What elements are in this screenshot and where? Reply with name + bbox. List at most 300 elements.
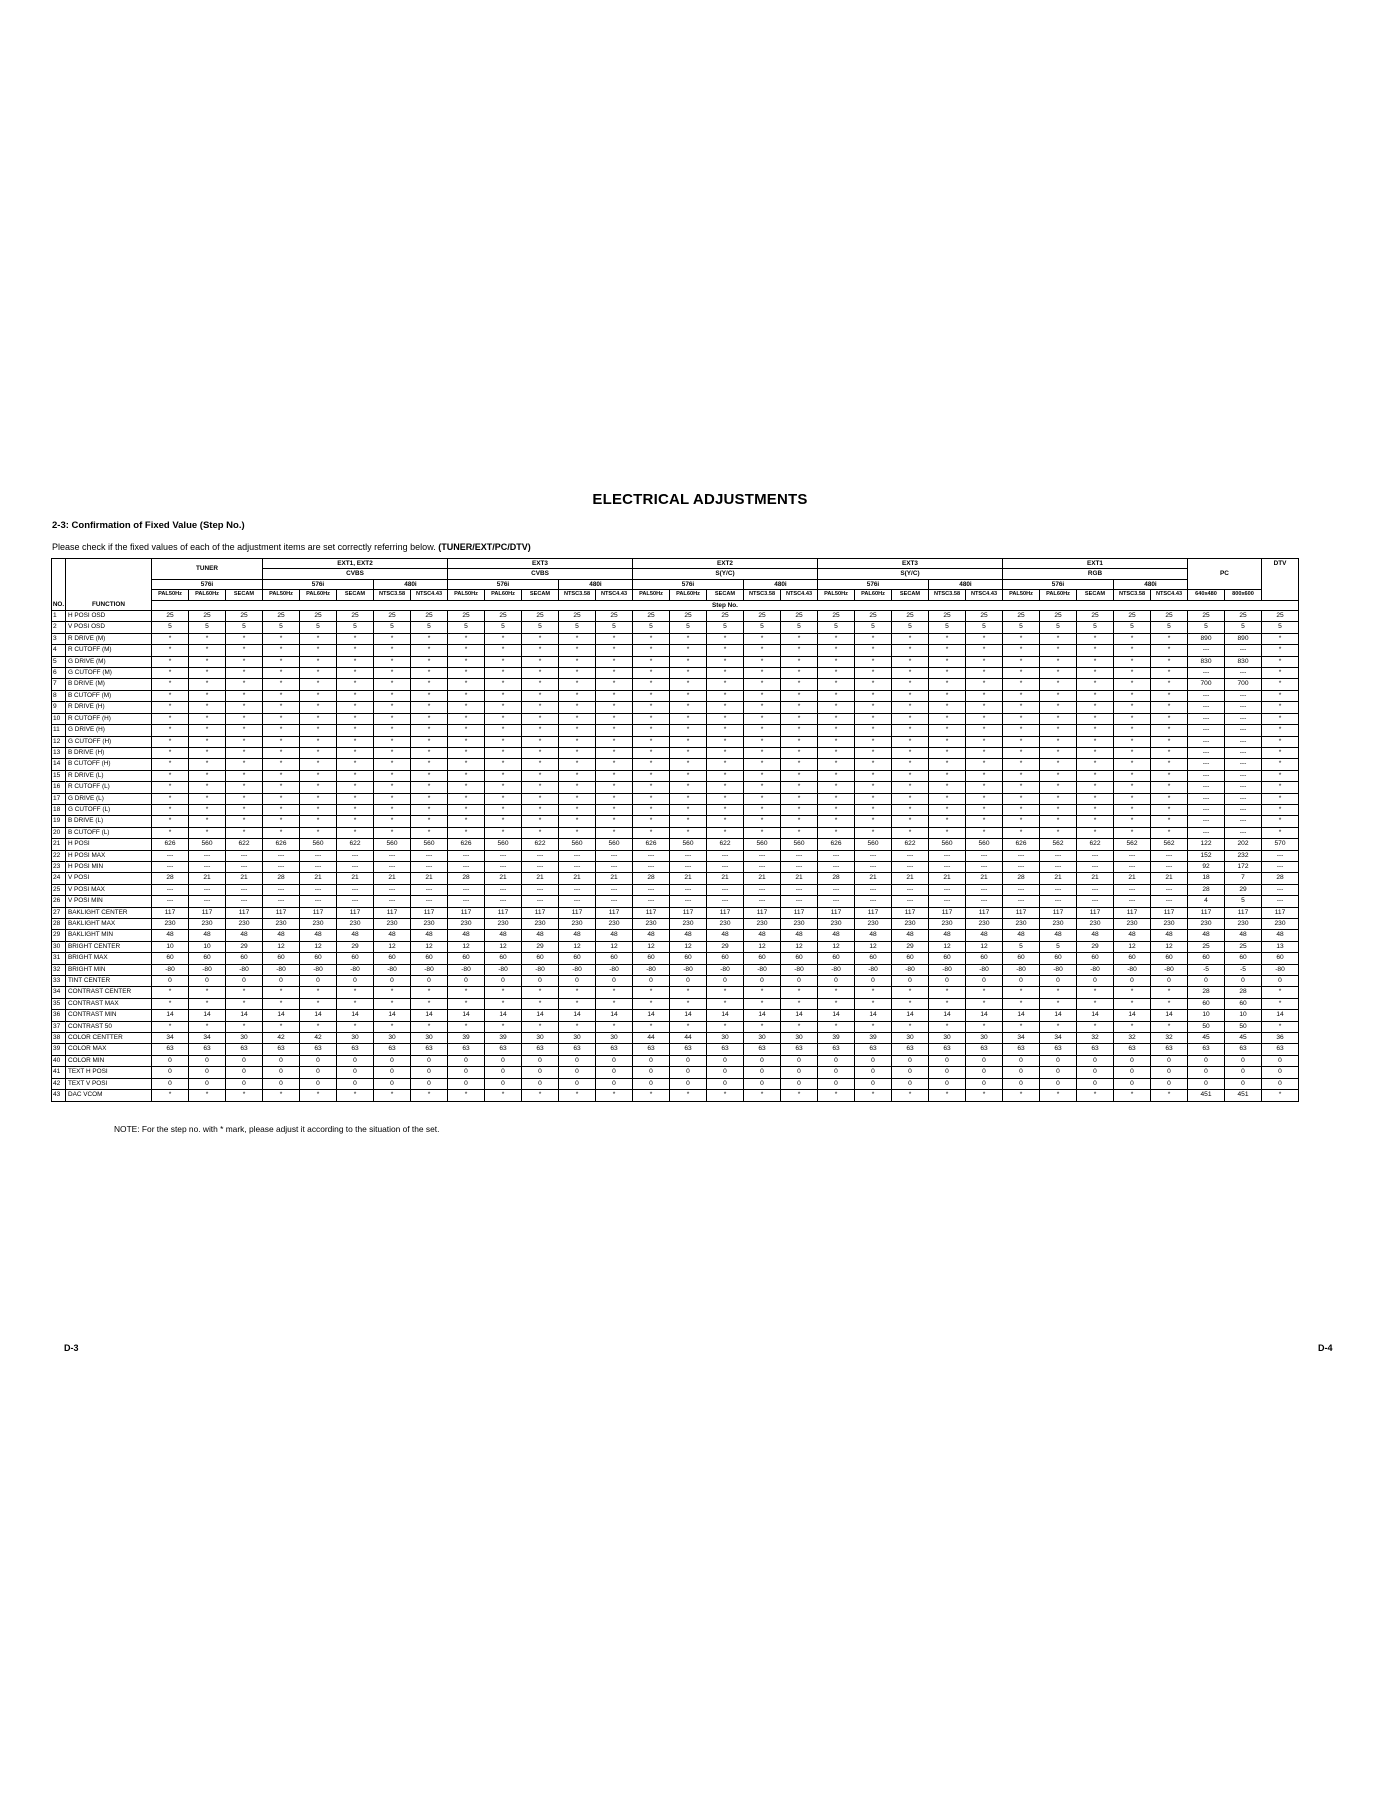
value-cell: * [485,759,522,770]
value-cell: * [485,793,522,804]
table-row [52,1021,1299,1032]
value-cell: 117 [929,907,966,918]
value-cell: 25 [300,611,337,622]
value-cell: * [596,713,633,724]
value-cell: * [670,713,707,724]
no-header: NO. [52,600,66,610]
value-cell: * [1114,690,1151,701]
value-cell: * [596,804,633,815]
value-cell: 0 [633,1067,670,1078]
value-cell: 230 [929,919,966,930]
value-cell: 39 [448,1033,485,1044]
value-cell: 21 [485,873,522,884]
value-cell: --- [1151,861,1188,872]
value-cell: 0 [226,976,263,987]
value-cell: 30 [374,1033,411,1044]
value-cell: 14 [1077,1010,1114,1021]
value-cell: --- [892,896,929,907]
value-cell: 28 [152,873,189,884]
function-name: H POSI MAX [66,850,152,861]
value-cell: 230 [1151,919,1188,930]
value-cell: 0 [226,1055,263,1066]
value-cell: 18 [1188,873,1225,884]
value-cell: * [300,770,337,781]
value-cell: * [1077,702,1114,713]
value-cell: * [781,998,818,1009]
value-cell: 60 [855,953,892,964]
value-cell: -80 [226,964,263,975]
row-number: 22 [52,850,66,861]
value-cell: * [300,690,337,701]
value-cell: * [448,702,485,713]
value-cell: 92 [1188,861,1225,872]
value-cell: 622 [892,839,929,850]
value-cell: * [522,804,559,815]
value-cell: * [818,793,855,804]
value-cell: * [485,782,522,793]
value-cell: 0 [522,1055,559,1066]
value-cell: * [448,782,485,793]
value-cell: * [707,804,744,815]
value-cell: * [448,690,485,701]
value-cell: * [263,725,300,736]
value-cell: * [522,987,559,998]
value-cell: * [559,827,596,838]
value-cell: * [855,1021,892,1032]
value-cell: 0 [374,1067,411,1078]
value-cell: 21 [374,873,411,884]
value-cell: 48 [1262,930,1299,941]
value-cell: --- [1225,736,1262,747]
value-cell: * [1003,804,1040,815]
value-cell: * [1003,827,1040,838]
value-cell: * [670,1090,707,1101]
value-cell: --- [1188,713,1225,724]
value-cell: 230 [559,919,596,930]
value-cell: * [929,690,966,701]
value-cell: * [1262,702,1299,713]
mode-header: 576i [633,579,744,589]
value-cell: * [892,793,929,804]
value-cell: * [818,804,855,815]
row-number: 30 [52,941,66,952]
function-name: TINT CENTER [66,976,152,987]
value-cell: 0 [189,1067,226,1078]
value-cell: * [1003,998,1040,1009]
value-cell: * [929,816,966,827]
value-cell: * [670,782,707,793]
row-number: 3 [52,633,66,644]
value-cell: * [337,645,374,656]
value-cell: 30 [559,1033,596,1044]
value-cell: * [1114,793,1151,804]
value-cell: * [1040,998,1077,1009]
table-row [52,713,1299,724]
value-cell: * [374,645,411,656]
value-cell: 5 [1225,622,1262,633]
value-cell: * [818,725,855,736]
value-cell: * [818,827,855,838]
value-cell: * [189,679,226,690]
header-blank [1262,569,1299,579]
value-cell: * [707,747,744,758]
value-cell: 28 [818,873,855,884]
value-cell: * [929,645,966,656]
value-cell: 5 [744,622,781,633]
value-cell: * [337,759,374,770]
value-cell: * [559,816,596,827]
value-cell: * [1077,713,1114,724]
value-cell: 28 [633,873,670,884]
value-cell: 172 [1225,861,1262,872]
table-row [52,725,1299,736]
value-cell: * [966,668,1003,679]
value-cell: 63 [374,1044,411,1055]
value-cell: 60 [1077,953,1114,964]
value-cell: 12 [633,941,670,952]
value-cell: 48 [263,930,300,941]
value-cell: * [522,668,559,679]
value-cell: 117 [855,907,892,918]
value-cell: --- [263,884,300,895]
value-cell: 5 [818,622,855,633]
mode-header: 576i [152,579,263,589]
value-cell: * [929,1090,966,1101]
value-cell: --- [1225,668,1262,679]
value-cell: * [596,725,633,736]
value-cell: 30 [226,1033,263,1044]
value-cell: 230 [1040,919,1077,930]
value-cell: * [337,804,374,815]
value-cell: * [522,702,559,713]
value-cell: --- [411,861,448,872]
value-cell: * [1003,793,1040,804]
value-cell: --- [855,850,892,861]
value-cell: * [633,747,670,758]
value-cell: 60 [1040,953,1077,964]
value-cell: 230 [411,919,448,930]
value-cell: * [226,987,263,998]
value-cell: * [707,656,744,667]
function-name: V POSI OSD [66,622,152,633]
value-cell: 14 [337,1010,374,1021]
signal-header: CVBS [263,569,448,579]
value-cell: * [633,645,670,656]
value-cell: * [596,987,633,998]
value-cell: * [337,1021,374,1032]
value-cell: * [744,793,781,804]
value-cell: --- [559,884,596,895]
function-name: G CUTOFF (M) [66,668,152,679]
value-cell: * [1077,725,1114,736]
value-cell: 451 [1225,1090,1262,1101]
value-cell: 0 [1077,1055,1114,1066]
value-cell: 25 [1225,941,1262,952]
value-cell: --- [1188,668,1225,679]
value-cell: * [1003,759,1040,770]
value-cell: * [855,827,892,838]
table-row [52,873,1299,884]
value-cell: * [1077,827,1114,838]
value-cell: * [448,998,485,1009]
value-cell: --- [1077,850,1114,861]
value-cell: 0 [633,1078,670,1089]
value-cell: 48 [1188,930,1225,941]
value-cell: * [744,656,781,667]
table-row [52,1010,1299,1021]
value-cell: * [892,998,929,1009]
function-name: BAKLIGHT MAX [66,919,152,930]
value-cell: * [1151,747,1188,758]
value-cell: * [633,713,670,724]
value-cell: --- [707,861,744,872]
value-cell: --- [1225,690,1262,701]
value-cell: 21 [892,873,929,884]
function-name: H POSI [66,839,152,850]
value-cell: * [522,827,559,838]
value-cell: * [300,725,337,736]
value-cell: 48 [374,930,411,941]
value-cell: --- [189,861,226,872]
value-cell: * [855,725,892,736]
value-cell: 21 [300,873,337,884]
value-cell: 117 [448,907,485,918]
function-name: B DRIVE (L) [66,816,152,827]
value-cell: * [448,679,485,690]
value-cell: 60 [559,953,596,964]
value-cell: --- [522,850,559,861]
value-cell: * [522,747,559,758]
value-cell: 25 [559,611,596,622]
system-header: NTSC3.58 [559,590,596,600]
value-cell: * [855,668,892,679]
value-cell: * [966,987,1003,998]
value-cell: --- [226,850,263,861]
value-cell: 44 [670,1033,707,1044]
function-name: H POSI OSD [66,611,152,622]
value-cell: * [892,679,929,690]
value-cell: --- [411,884,448,895]
value-cell: 14 [374,1010,411,1021]
value-cell: 622 [1077,839,1114,850]
value-cell: * [781,816,818,827]
value-cell: --- [1188,747,1225,758]
value-cell: * [966,656,1003,667]
value-cell: * [374,827,411,838]
value-cell: 117 [1040,907,1077,918]
value-cell: * [485,987,522,998]
value-cell: * [485,656,522,667]
value-cell: 14 [522,1010,559,1021]
value-cell: * [189,816,226,827]
value-cell: -80 [744,964,781,975]
value-cell: --- [337,896,374,907]
value-cell: * [337,770,374,781]
value-cell: * [855,713,892,724]
value-cell: 63 [596,1044,633,1055]
value-cell: * [300,668,337,679]
value-cell: 117 [300,907,337,918]
value-cell: 25 [226,611,263,622]
value-cell: 29 [1077,941,1114,952]
value-cell: -80 [559,964,596,975]
function-name: R CUTOFF (H) [66,713,152,724]
value-cell: * [1151,816,1188,827]
table-row [52,793,1299,804]
value-cell: 12 [818,941,855,952]
value-cell: * [929,713,966,724]
value-cell: --- [1188,736,1225,747]
value-cell: 63 [448,1044,485,1055]
value-cell: 48 [152,930,189,941]
value-cell: 700 [1188,679,1225,690]
value-cell: * [1077,1021,1114,1032]
value-cell: * [374,656,411,667]
value-cell: * [374,736,411,747]
value-cell: --- [300,896,337,907]
value-cell: * [818,1021,855,1032]
value-cell: * [744,816,781,827]
value-cell: * [855,747,892,758]
value-cell: --- [337,861,374,872]
value-cell: --- [226,884,263,895]
value-cell: * [670,987,707,998]
value-cell: 0 [855,1067,892,1078]
value-cell: * [559,702,596,713]
value-cell: 230 [781,919,818,930]
value-cell: * [1262,998,1299,1009]
value-cell: * [1040,690,1077,701]
value-cell: * [1262,679,1299,690]
header-blank [52,569,66,579]
value-cell: 12 [596,941,633,952]
value-cell: * [633,725,670,736]
value-cell: * [1114,679,1151,690]
value-cell: 117 [485,907,522,918]
system-header: PAL50Hz [633,590,670,600]
value-cell: * [1003,633,1040,644]
value-cell: * [1003,645,1040,656]
value-cell: 0 [263,976,300,987]
value-cell: * [596,747,633,758]
row-number: 25 [52,884,66,895]
value-cell: 230 [855,919,892,930]
value-cell: * [670,679,707,690]
value-cell: * [337,690,374,701]
value-cell: * [411,725,448,736]
value-cell: * [263,713,300,724]
value-cell: * [707,690,744,701]
value-cell: * [1262,1021,1299,1032]
value-cell: * [1151,713,1188,724]
row-number: 23 [52,861,66,872]
value-cell: 45 [1225,1033,1262,1044]
value-cell: * [263,770,300,781]
value-cell: 0 [1151,1055,1188,1066]
row-number: 7 [52,679,66,690]
mode-header: 576i [1003,579,1114,589]
value-cell: 5 [374,622,411,633]
value-cell: * [633,1021,670,1032]
value-cell: * [1003,736,1040,747]
value-cell: * [744,633,781,644]
value-cell: 560 [189,839,226,850]
system-header: NTSC3.58 [929,590,966,600]
value-cell: * [1040,702,1077,713]
value-cell: * [855,645,892,656]
value-cell: * [448,793,485,804]
value-cell: * [1114,782,1151,793]
value-cell: 0 [448,1055,485,1066]
value-cell: 63 [966,1044,1003,1055]
page-title: ELECTRICAL ADJUSTMENTS [592,491,808,508]
value-cell: -80 [596,964,633,975]
value-cell: * [744,1090,781,1101]
value-cell: * [1262,987,1299,998]
value-cell: --- [670,861,707,872]
value-cell: * [966,747,1003,758]
value-cell: * [670,656,707,667]
value-cell: * [707,782,744,793]
value-cell: * [1003,702,1040,713]
value-cell: * [1040,770,1077,781]
function-name: BRIGHT MAX [66,953,152,964]
value-cell: * [596,793,633,804]
value-cell: * [300,1021,337,1032]
value-cell: 30 [966,1033,1003,1044]
table-row [52,987,1299,998]
value-cell: * [522,770,559,781]
value-cell: 60 [744,953,781,964]
value-cell: 60 [448,953,485,964]
value-cell: --- [485,861,522,872]
value-cell: * [670,827,707,838]
value-cell: 0 [337,976,374,987]
value-cell: * [559,713,596,724]
table-row [52,804,1299,815]
value-cell: 5 [189,622,226,633]
value-cell: * [855,633,892,644]
value-cell: 21 [411,873,448,884]
group-header: EXT1 [1003,559,1188,569]
value-cell: * [1077,816,1114,827]
value-cell: 25 [1262,611,1299,622]
value-cell: * [1003,713,1040,724]
value-cell: 25 [1188,941,1225,952]
value-cell: --- [818,896,855,907]
value-cell: * [596,770,633,781]
value-cell: * [855,656,892,667]
value-cell: 0 [596,1078,633,1089]
value-cell: * [189,633,226,644]
function-name: G DRIVE (L) [66,793,152,804]
value-cell: 5 [596,622,633,633]
value-cell: 0 [559,1055,596,1066]
value-cell: 0 [670,1067,707,1078]
row-number: 17 [52,793,66,804]
value-cell: * [1114,759,1151,770]
value-cell: 25 [1003,611,1040,622]
value-cell: 0 [670,1055,707,1066]
value-cell: --- [448,896,485,907]
value-cell: 32 [1151,1033,1188,1044]
function-name: V POSI MAX [66,884,152,895]
value-cell: * [781,690,818,701]
value-cell: * [522,1090,559,1101]
value-cell: * [707,987,744,998]
value-cell: 0 [966,1067,1003,1078]
value-cell: * [152,656,189,667]
